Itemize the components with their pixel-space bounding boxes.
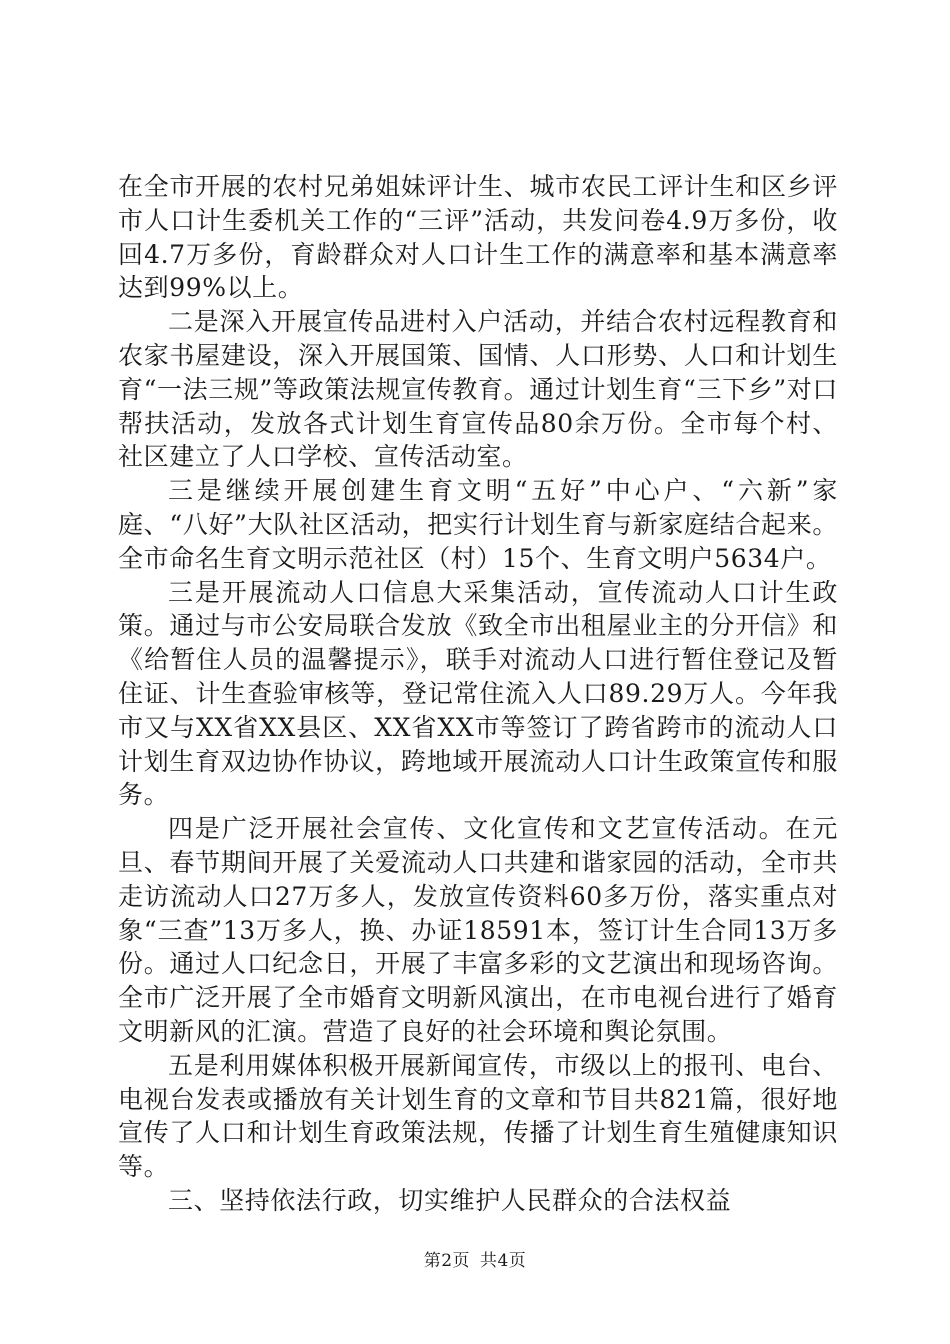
page-number: 第2页	[423, 1251, 471, 1271]
page-footer	[0, 1246, 950, 1271]
paragraph-2: 二是深入开展宣传品进村入户活动，并结合农村远程教育和农家书屋建设，深入开展国策、国情、人口形势、人口和计划生育“一法三规”等政策法规宣传教育。通过计划生育“三下乡”对口帮扶活动，发放各式计划生育宣传品80余万份。全市每个村、社区建立了人口学校、宣传活动室。	[118, 307, 838, 472]
paragraph-6: 五是利用媒体积极开展新闻宣传，市级以上的报刊、电台、电视台发表或播放有关计划生育的文章和节目共821篇，很好地宣传了人口和计划生育政策法规，传播了计划生育生殖健康知识等。	[118, 1050, 838, 1182]
paragraph-5: 四是广泛开展社会宣传、文化宣传和文艺宣传活动。在元旦、春节期间开展了关爱流动人口共建和谐家园的活动，全市共走访流动人口27万多人，发放宣传资料60多万份，落实重点对象“三查”13万多人，换、办证18591本，签订计生合同13万多份。通过人口纪念日，开展了丰富多彩的文艺演出和现场咨询。全市广泛开展了全市婚育文明新风演出，在市电视台进行了婚育文明新风的汇演。营造了良好的社会环境和舆论氛围。	[118, 814, 838, 1046]
paragraph-4: 三是开展流动人口信息大采集活动，宣传流动人口计生政策。通过与市公安局联合发放《致全市出租屋业主的分开信》和《给暂住人员的温馨提示》，联手对流动人口进行暂住登记及暂住证、计生查验审核等，登记常住流入人口89.29万人。今年我市又与XX省XX县区、XX省XX市等签订了跨省跨市的流动人口计划生育双边协作协议，跨地域开展流动人口计生政策宣传和服务。	[118, 577, 838, 810]
page-total: 共4页	[479, 1251, 527, 1271]
paragraph-1: 在全市开展的农村兄弟姐妹评计生、城市农民工评计生和区乡评市人口计生委机关工作的“三评”活动，共发问卷4.9万多份，收回4.7万多份，育龄群众对人口计生工作的满意率和基本满意率达到99%以上。	[118, 172, 838, 303]
paragraph-3: 三是继续开展创建生育文明“五好”中心户、“六新”家庭、“八好”大队社区活动，把实行计划生育与新家庭结合起来。全市命名生育文明示范社区（村）15个、生育文明户5634户。	[118, 476, 838, 573]
document-body	[118, 170, 838, 1218]
section-heading: 三、坚持依法行政，切实维护人民群众的合法权益	[168, 1185, 732, 1215]
